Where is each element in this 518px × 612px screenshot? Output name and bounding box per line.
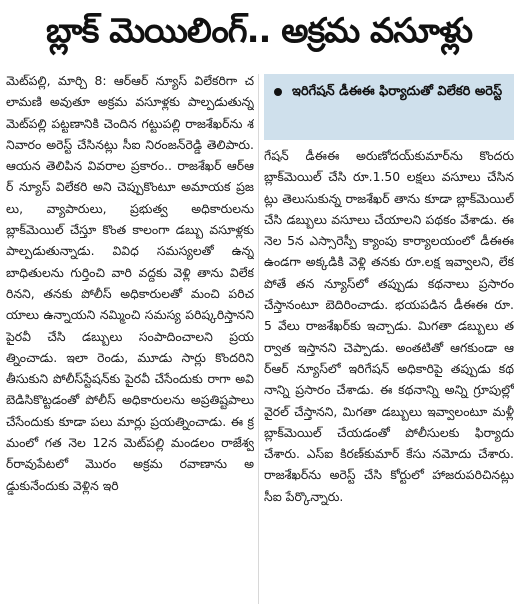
article-column-right — [264, 145, 514, 608]
bullet-icon — [274, 88, 282, 96]
article-column-left — [6, 70, 254, 608]
article-paragraph: మెట్‌పల్లి, మార్చి 8: ఆర్‌ఆర్ న్యూస్ విలేకరిగా చలామణి అవుతూ అక్రమ వసూళ్లకు పాల్పడుతున్న మెట్‌పల్లి పట్టణానికి చెందిన గట్టుపల్లి రాజశేఖర్‌ను శనివారం అరెస్ట్ చేసినట్లు సీఐ నిరంజన్‌రెడ్డి తెలిపారు. ఆయన తెలిపిన వివరాల ప్రకారం.. రాజశేఖర్ ఆర్‌ఆర్ న్యూస్ విలేకరి అని చెప్పుకొంటూ అమాయక ప్రజలు, వ్యాపారులు, ప్రభుత్వ అధికారులను బ్లాక్‌మెయిల్ చేస్తూ కొంత కాలంగా డబ్బు వసూళ్లకు పాల్పడుతున్నాడు. వివిధ సమస్యలతో ఉన్న బాధితులను గుర్తించి వారి వద్దకు వెళ్లి తాను విలేకరినని, తనకు పోలీస్ అధికారులతో మంచి పరిచయాలు ఉన్నాయని నమ్మించి సమస్య పరిష్కరిస్తానని పైరవీ చేసి డబ్బులు సంపాదించాలని ప్రయత్నించాడు. ఇలా రెండు, మూడు సార్లు కొందరిని తీసుకుని పోలీస్‌స్టేషన్‌కు పైరవీ చేసేందుకు రాగా అవి బెడిసికొట్టడంతో పోలీస్ అధికారులను అప్రతిష్టపాలు చేసేందుకు కూడా పలు మార్లు ప్రయత్నించాడు. ఈ క్రమంలో గత నెల 12న మెట్‌పల్లి మండలం రాజేశ్వర్‌రావుపేటలో మొరం అక్రమ రవాణాను అడ్డుకునేందుకు వెళ్లిన ఇరి — [6, 73, 254, 493]
column-divider — [258, 74, 259, 604]
article-paragraph: గేషన్ డీఈఈ అరుణోదయ్‌కుమార్‌ను కొందరు బ్లాక్‌మెయిల్ చేసి రూ.1.50 లక్షలు వసూలు చేసినట్లు తెలుసుకున్న రాజశేఖర్ తాను కూడా బ్లాక్‌మెయిల్ చేసి డబ్బులు వసూలు చేయాలని పథకం వేశాడు. ఈ నెల 5న ఎస్సారెస్పీ క్యాంపు కార్యాలయంలో డీఈఈ ఉండగా అక్కడికి వెళ్లి తనకు రూ.లక్ష ఇవ్వాలని, లేకపోతే తన న్యూస్‌లో తప్పుడు కథనాలు ప్రసారం చేస్తానంటూ బెదిరించాడు. భయపడిన డీఈఈ రూ. 5 వేలు రాజశేఖర్‌కు ఇచ్చాడు. మిగతా డబ్బులు తర్వాత ఇస్తానని చెప్పాడు. అంతటితో ఆగకుండా ఆర్‌ఆర్ న్యూస్‌లో ఇరిగేషన్ అధికారిపై తప్పుడు కథనాన్ని ప్రసారం చేశాడు. ఈ కథనాన్ని అన్ని గ్రూపుల్లో వైరల్ చేస్తానని, మిగతా డబ్బులు ఇవ్వాలంటూ మళ్లీ బ్లాక్‌మెయిల్ చేయడంతో పోలీసులకు ఫిర్యాదు చేశారు. ఎస్ఐ కిరణ్‌కుమార్ కేసు నమోదు చేశారు. రాజశేఖర్‌ను అరెస్ట్ చేసి కోర్టులో హాజరుపరిచినట్లు సీఐ పేర్కొన్నారు. — [264, 148, 514, 504]
headline: బ్లాక్ మెయిలింగ్.. అక్రమ వసూళ్లు — [45, 11, 473, 51]
highlight-box — [264, 74, 514, 140]
highlight-text: ఇరిగేషన్ డీఈఈ ఫిర్యాదుతో విలేకరి అరెస్ట్ — [292, 84, 503, 99]
